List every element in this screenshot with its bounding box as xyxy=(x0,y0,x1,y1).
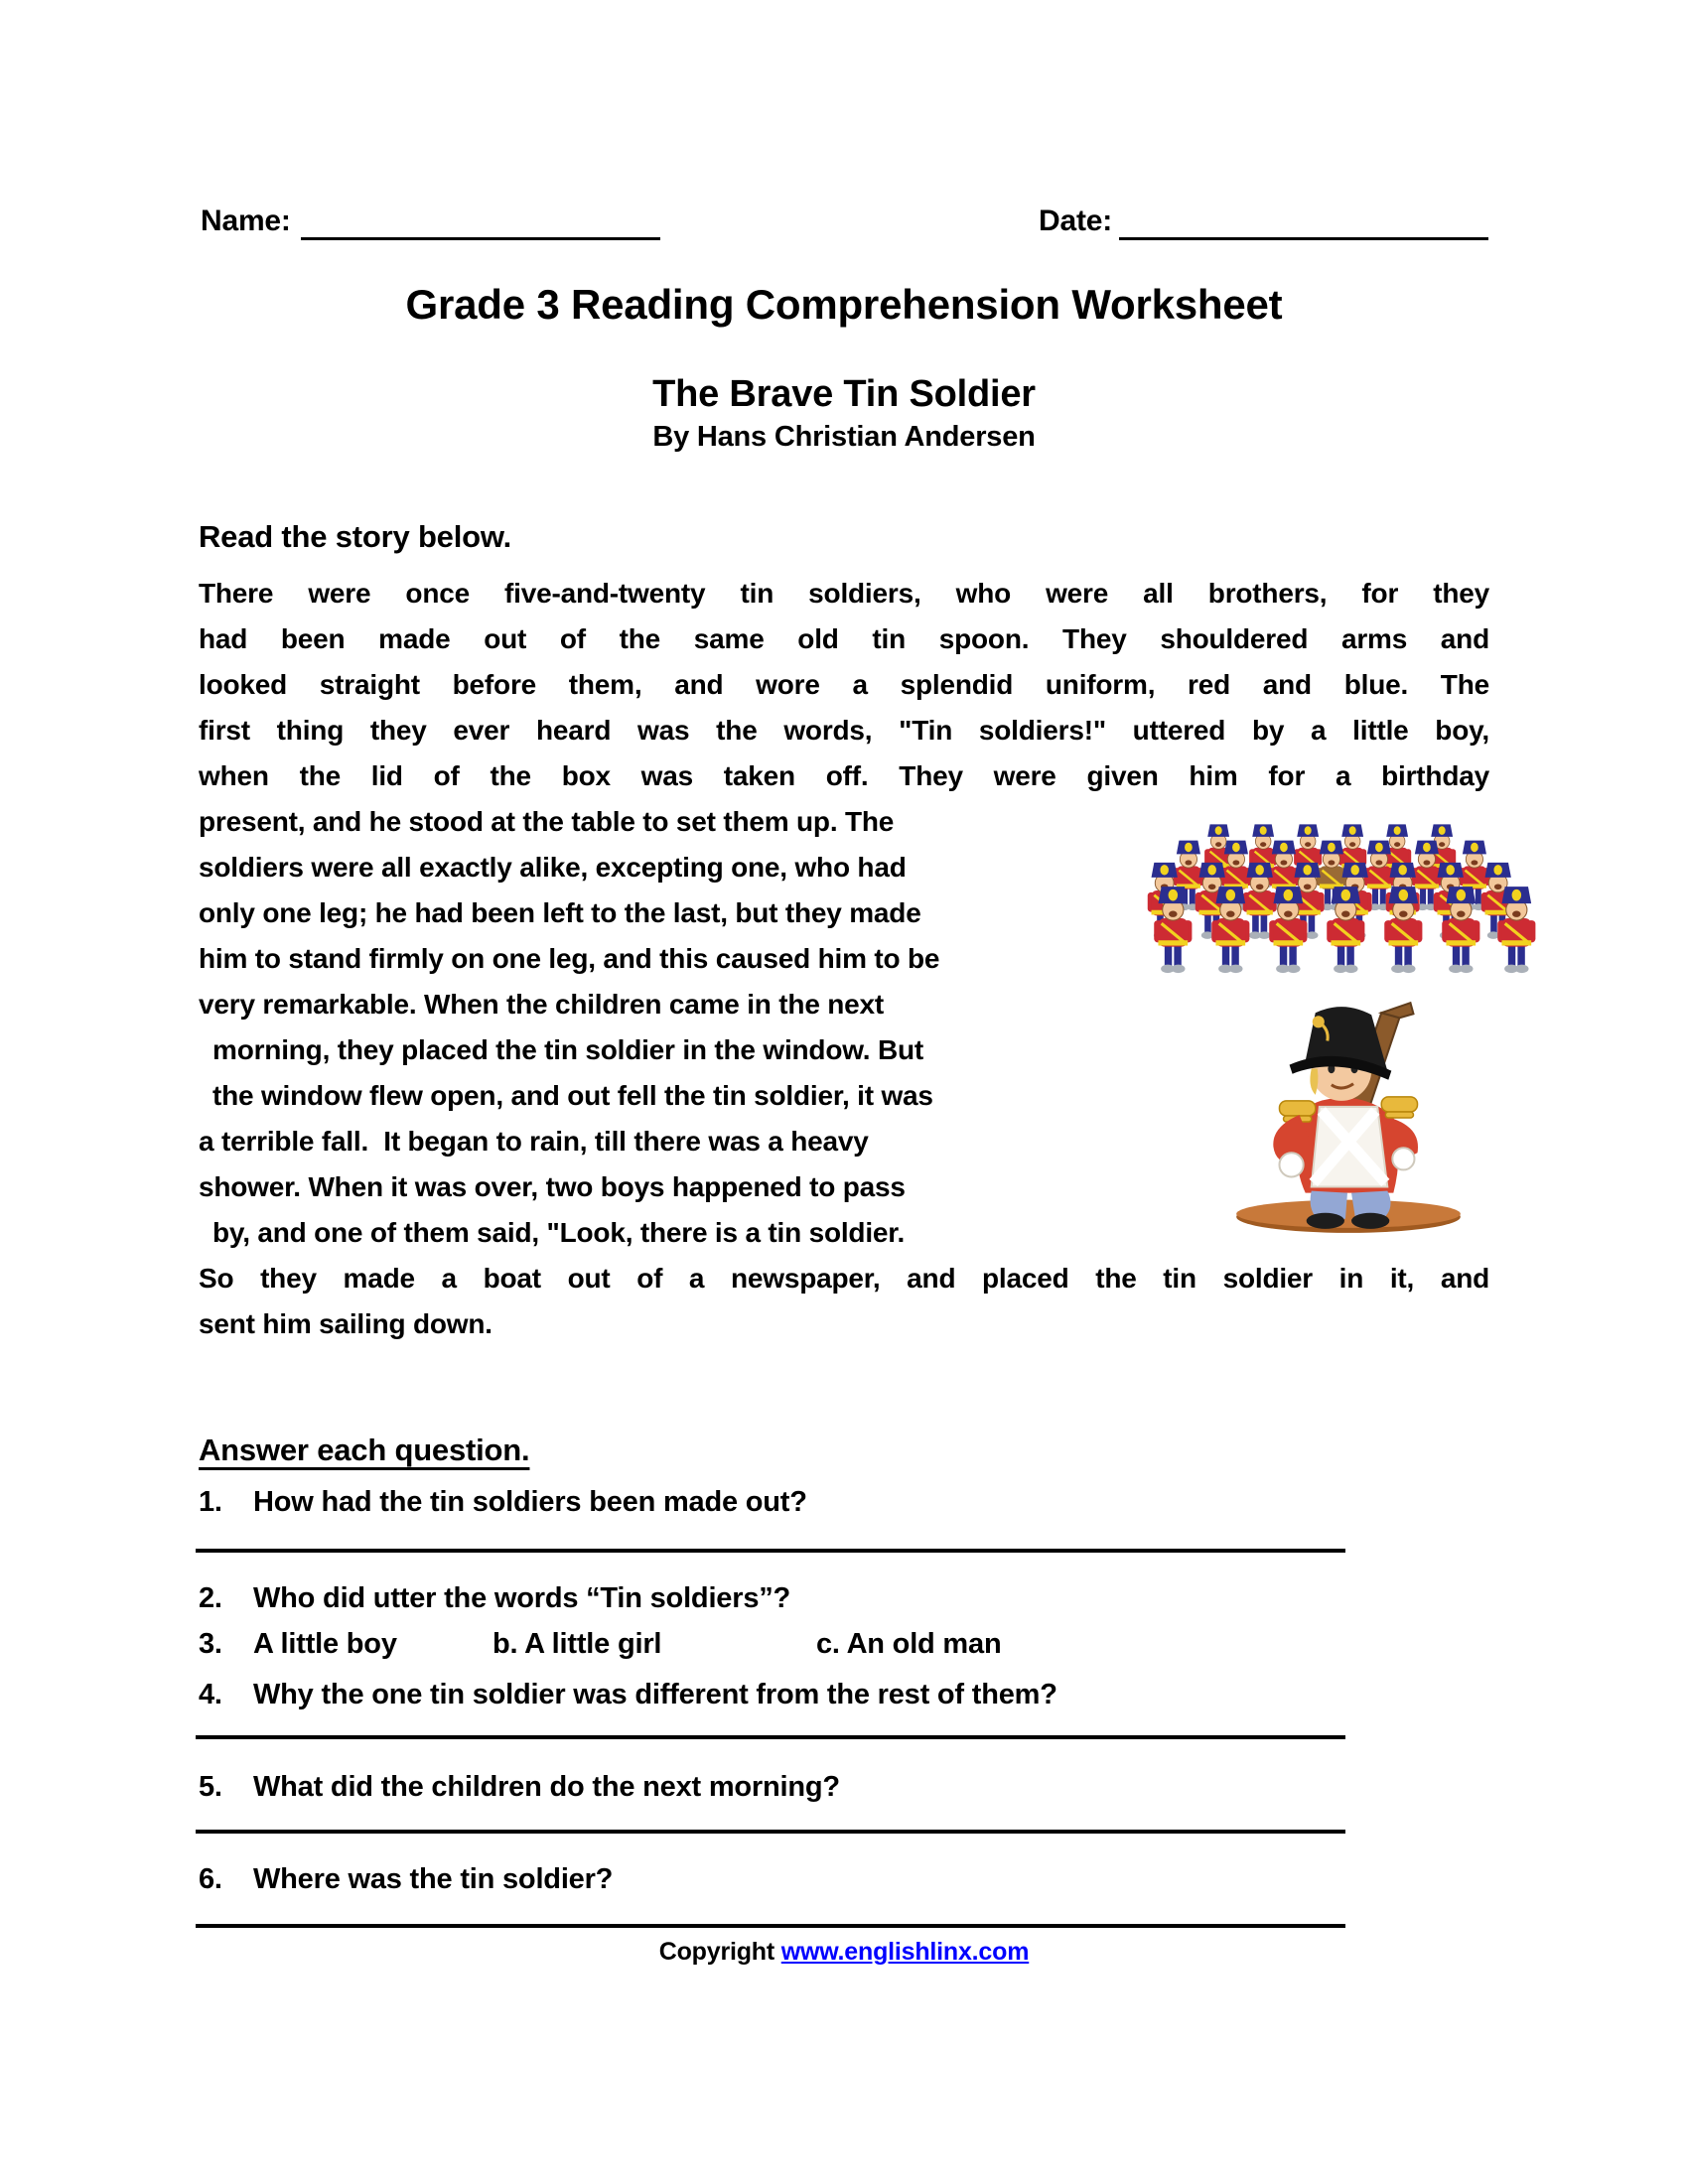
read-instruction: Read the story below. xyxy=(199,519,512,554)
story-line: So they made a boat out of a newspaper, and placed the tin soldier in it, and xyxy=(199,1263,1489,1294)
question-number: 4. xyxy=(199,1679,222,1710)
story-line: a terrible fall. It began to rain, till there was a heavy xyxy=(199,1126,869,1157)
name-blank-line xyxy=(301,237,660,240)
answer-blank-line xyxy=(196,1549,1345,1553)
question-text: Why the one tin soldier was different from the rest of them? xyxy=(253,1679,1057,1710)
story-line: very remarkable. When the children came in the next xyxy=(199,989,885,1020)
story-title: The Brave Tin Soldier xyxy=(652,373,1036,415)
story-line: him to stand firmly on one leg, and this caused him to be xyxy=(199,943,940,974)
option-b: b. A little girl xyxy=(492,1628,662,1660)
question-number: 6. xyxy=(199,1863,222,1895)
story-line: present, and he stood at the table to set them up. The xyxy=(199,806,895,837)
question-1 xyxy=(199,1482,807,1522)
tin-soldier-icon xyxy=(1213,995,1483,1235)
copyright-label: Copyright xyxy=(658,1938,774,1966)
story-line: soldiers were all exactly alike, excepting one, who had xyxy=(199,852,907,883)
option-c: c. An old man xyxy=(816,1628,1002,1660)
story-line: first thing they ever heard was the words, "Tin soldiers!" uttered by a little boy, xyxy=(199,715,1489,746)
question-5 xyxy=(199,1767,840,1807)
footer xyxy=(0,1938,1688,1967)
question-text: What did the children do the next morning? xyxy=(253,1771,840,1803)
date-label: Date: xyxy=(1039,205,1113,237)
question-text: Where was the tin soldier? xyxy=(253,1863,614,1895)
question-number: 5. xyxy=(199,1771,222,1803)
tin-soldiers-group-icon xyxy=(1144,822,1555,997)
story-line: shower. When it was over, two boys happened to pass xyxy=(199,1171,906,1202)
story-line: by, and one of them said, "Look, there is a tin soldier. xyxy=(212,1217,906,1248)
answer-blank-line xyxy=(196,1735,1345,1739)
story-line: looked straight before them, and wore a splendid uniform, red and blue. The xyxy=(199,669,1489,700)
story-line: morning, they placed the tin soldier in the window. But xyxy=(212,1034,923,1065)
story-byline: By Hans Christian Andersen xyxy=(652,421,1036,453)
question-text: How had the tin soldiers been made out? xyxy=(253,1486,807,1518)
story-line: sent him sailing down. xyxy=(199,1308,492,1339)
question-number: 3. xyxy=(199,1628,222,1660)
option-a: A little boy xyxy=(253,1628,397,1660)
story-line: There were once five-and-twenty tin soldiers, who were all brothers, for they xyxy=(199,578,1489,609)
story-line: had been made out of the same old tin spoon. They shouldered arms and xyxy=(199,623,1489,654)
question-number: 2. xyxy=(199,1582,222,1614)
question-4 xyxy=(199,1675,1057,1714)
question-text: Who did utter the words “Tin soldiers”? xyxy=(253,1582,791,1614)
story-line: when the lid of the box was taken off. They were given him for a birthday xyxy=(199,760,1489,791)
answer-blank-line xyxy=(196,1830,1345,1834)
question-number: 1. xyxy=(199,1486,222,1518)
story-line: only one leg; he had been left to the last, but they made xyxy=(199,897,921,928)
englishlinx-link[interactable]: www.englishlinx.com xyxy=(780,1938,1030,1966)
question-3 xyxy=(199,1624,1350,1664)
date-blank-line xyxy=(1119,237,1488,240)
story-line: the window flew open, and out fell the tin soldier, it was xyxy=(212,1080,933,1111)
answer-questions-heading: Answer each question. xyxy=(199,1433,530,1467)
question-2 xyxy=(199,1578,790,1618)
answer-blank-line xyxy=(196,1924,1345,1928)
question-6 xyxy=(199,1859,613,1899)
name-label: Name: xyxy=(201,205,291,237)
page-title: Grade 3 Reading Comprehension Worksheet xyxy=(405,281,1283,328)
